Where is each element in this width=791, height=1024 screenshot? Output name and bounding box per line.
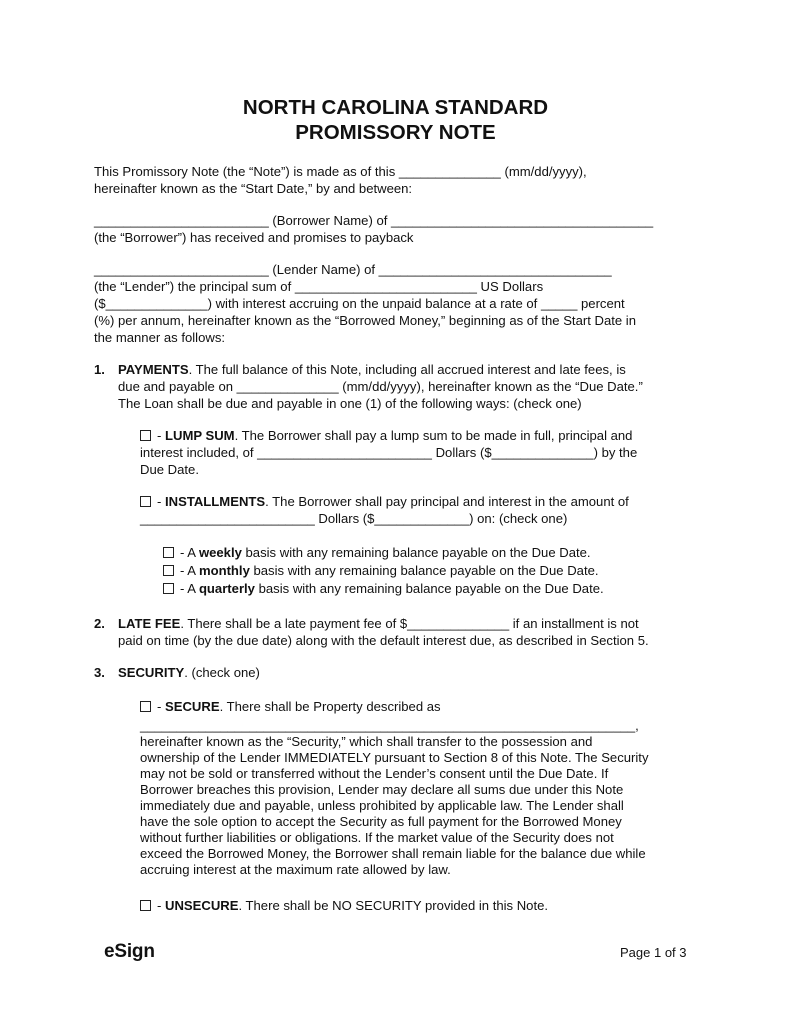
section1-line1: PAYMENTS. The full balance of this Note, including all accrued interest and late fees, is — [118, 362, 626, 377]
lump-sum-checkbox[interactable] — [140, 430, 151, 441]
section3-line1: SECURITY. (check one) — [118, 665, 260, 680]
secure-text-line7: without further liabilities or obligations. If the market value of the Security does not — [140, 830, 614, 845]
installments-heading: INSTALLMENTS — [165, 494, 266, 509]
quarterly-checkbox[interactable] — [163, 583, 174, 594]
unsecure-line1: - UNSECURE. There shall be NO SECURITY provided in this Note. — [157, 898, 549, 913]
section2-number: 2. — [94, 616, 105, 631]
document-title-line2: PROMISSORY NOTE — [295, 121, 496, 144]
installments-line2: ________________________ Dollars ($_____________) on: (check one) — [140, 511, 568, 526]
secure-text-line5: immediately due and payable, unless prohibited by applicable law. The Lender shall — [140, 798, 624, 813]
lender-line3: ($______________) with interest accruing on the unpaid balance at a rate of _____ percent — [94, 296, 625, 311]
section2-heading: LATE FEE — [118, 616, 181, 631]
unsecure-heading: UNSECURE — [165, 898, 239, 913]
lender-line1: ________________________ (Lender Name) of ________________________________ — [94, 262, 612, 277]
lump-sum-heading: LUMP SUM — [165, 428, 235, 443]
lump-sum-line2: interest included, of ________________________ Dollars ($______________) by the — [140, 445, 638, 460]
borrower-line2: (the “Borrower”) has received and promises to payback — [94, 230, 414, 245]
unsecure-checkbox[interactable] — [140, 900, 151, 911]
installments-checkbox[interactable] — [140, 496, 151, 507]
secure-text-line6: have the sole option to accept the Security as full payment for the Borrowed Money — [140, 814, 622, 829]
lump-sum-line3: Due Date. — [140, 462, 199, 477]
borrower-line1: ________________________ (Borrower Name) of ____________________________________ — [94, 213, 654, 228]
document-title-line1: NORTH CAROLINA STANDARD — [242, 96, 549, 119]
quarterly-option: - A quarterly basis with any remaining balance payable on the Due Date. — [180, 581, 604, 596]
lender-line2: (the “Lender”) the principal sum of _________________________ US Dollars — [94, 279, 544, 294]
monthly-option: - A monthly basis with any remaining balance payable on the Due Date. — [180, 563, 599, 578]
section1-line2: due and payable on ______________ (mm/dd/yyyy), hereinafter known as the “Due Date.” — [118, 379, 643, 394]
section1-line3: The Loan shall be due and payable in one (1) of the following ways: (check one) — [118, 396, 582, 411]
installments-line1: - INSTALLMENTS. The Borrower shall pay principal and interest in the amount of — [157, 494, 629, 509]
secure-text-line9: accruing interest at the maximum rate allowed by law. — [140, 862, 451, 877]
lender-line4: (%) per annum, hereinafter known as the “Borrowed Money,” beginning as of the Start Date in — [94, 313, 636, 328]
secure-text-line4: Borrower breaches this provision, Lender may declare all sums due under this Note — [140, 782, 624, 797]
secure-text-line8: exceed the Borrowed Money, the Borrower shall remain liable for the balance due while — [140, 846, 646, 861]
monthly-checkbox[interactable] — [163, 565, 174, 576]
esign-logo: eSign — [104, 941, 155, 962]
section2-line2: paid on time (by the due date) along with the default interest due, as described in Section 5. — [118, 633, 649, 648]
secure-checkbox[interactable] — [140, 701, 151, 712]
weekly-option: - A weekly basis with any remaining balance payable on the Due Date. — [180, 545, 591, 560]
intro-line2: hereinafter known as the “Start Date,” by and between: — [94, 181, 413, 196]
secure-blank-line: ____________________________________________________________________, — [140, 718, 639, 733]
weekly-checkbox[interactable] — [163, 547, 174, 558]
secure-text-line1: hereinafter known as the “Security,” which shall transfer to the possession and — [140, 734, 593, 749]
lump-sum-line1: - LUMP SUM. The Borrower shall pay a lump sum to be made in full, principal and — [157, 428, 633, 443]
section1-number: 1. — [94, 362, 105, 377]
section3-heading: SECURITY — [118, 665, 185, 680]
secure-heading: SECURE — [165, 699, 220, 714]
secure-line1: - SECURE. There shall be Property described as — [157, 699, 441, 714]
section1-heading: PAYMENTS — [118, 362, 189, 377]
section2-line1: LATE FEE. There shall be a late payment fee of $______________ if an installment is not — [118, 616, 639, 631]
secure-text-line2: ownership of the Lender IMMEDIATELY pursuant to Section 8 of this Note. The Security — [140, 750, 649, 765]
section3-number: 3. — [94, 665, 105, 680]
page-number: Page 1 of 3 — [620, 945, 687, 960]
secure-text-line3: may not be sold or transferred without the Lender’s consent until the Due Date. If — [140, 766, 609, 781]
intro-line1: This Promissory Note (the “Note”) is made as of this ______________ (mm/dd/yyyy), — [94, 164, 587, 179]
lender-line5: the manner as follows: — [94, 330, 226, 345]
